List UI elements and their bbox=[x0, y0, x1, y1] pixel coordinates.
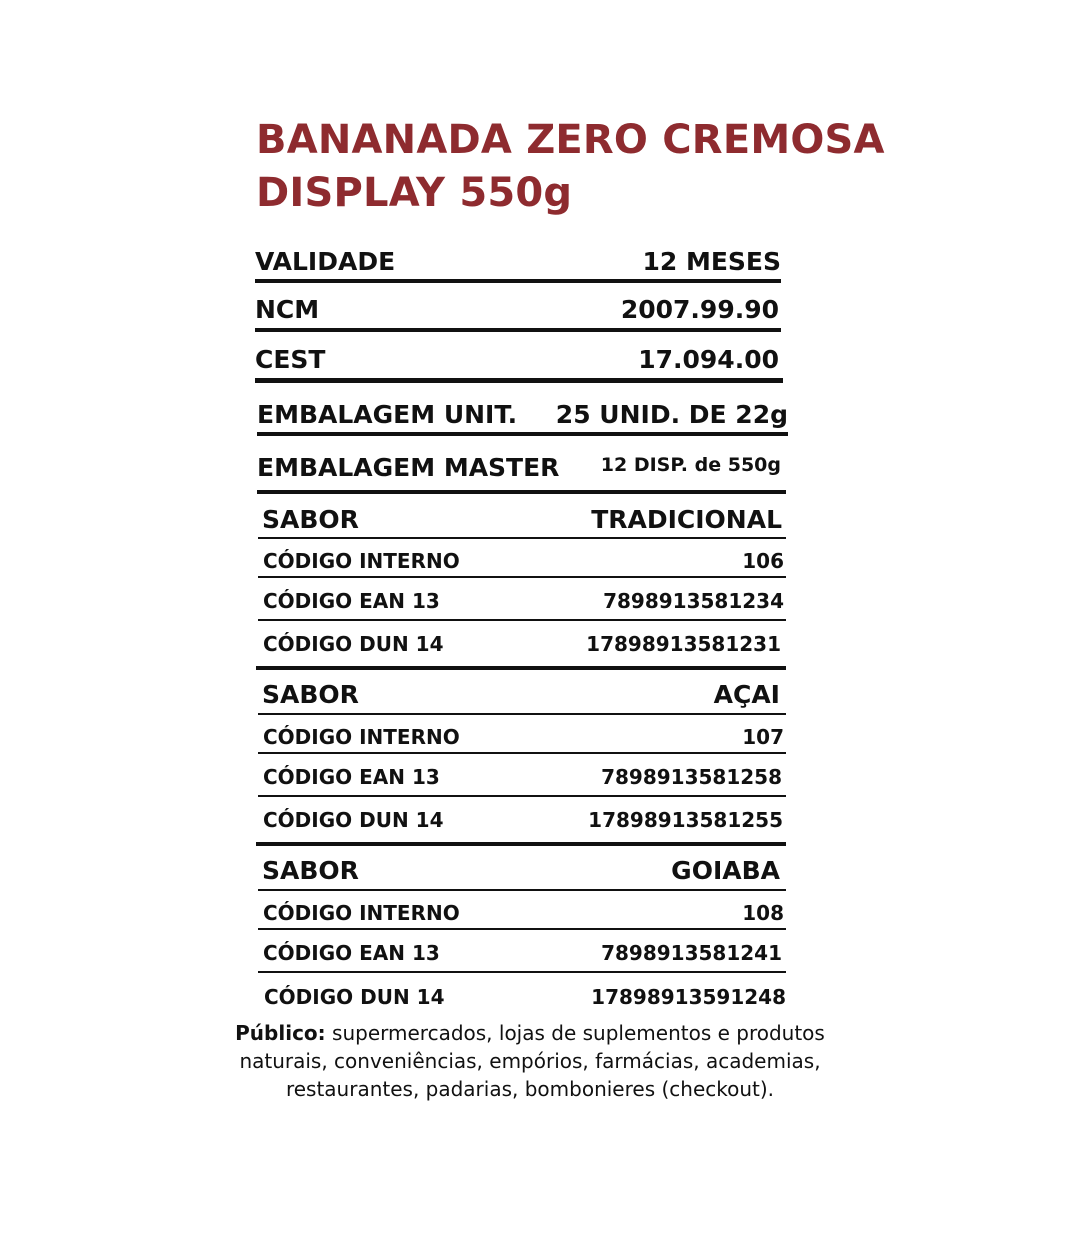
flavor-label: SABOR bbox=[262, 856, 359, 885]
flavor-label: SABOR bbox=[262, 505, 359, 534]
spec-row-ncm bbox=[255, 288, 779, 324]
code-row-ean13 bbox=[263, 935, 782, 965]
divider bbox=[255, 378, 783, 383]
divider bbox=[258, 795, 786, 797]
spec-value: 12 MESES bbox=[642, 247, 781, 276]
audience-note bbox=[190, 1019, 870, 1103]
divider bbox=[258, 928, 786, 930]
divider bbox=[258, 619, 786, 621]
code-value: 7898913581241 bbox=[601, 941, 782, 965]
flavor-row-goiaba bbox=[262, 851, 780, 885]
code-row-dun14 bbox=[263, 626, 781, 656]
spec-row-cest bbox=[255, 338, 779, 374]
code-value: 7898913581258 bbox=[601, 765, 782, 789]
divider bbox=[257, 490, 786, 494]
divider bbox=[255, 328, 781, 332]
code-label: CÓDIGO DUN 14 bbox=[264, 985, 445, 1009]
divider bbox=[258, 889, 786, 891]
divider bbox=[256, 842, 786, 846]
spec-label: CEST bbox=[255, 345, 326, 374]
spec-row-embalagem-unit bbox=[257, 393, 788, 429]
code-row-interno bbox=[263, 543, 784, 573]
code-label: CÓDIGO DUN 14 bbox=[263, 808, 444, 832]
flavor-row-tradicional bbox=[262, 500, 782, 534]
spec-row-embalagem-master bbox=[257, 446, 781, 482]
product-title-line-1: BANANADA ZERO CREMOSA bbox=[256, 117, 885, 163]
code-value: 108 bbox=[742, 901, 784, 925]
spec-label: NCM bbox=[255, 295, 320, 324]
code-value: 107 bbox=[742, 725, 784, 749]
divider bbox=[256, 666, 786, 670]
code-value: 17898913581255 bbox=[588, 808, 783, 832]
divider bbox=[258, 713, 786, 715]
code-row-dun14 bbox=[263, 802, 783, 832]
code-row-dun14 bbox=[264, 979, 786, 1009]
product-title bbox=[256, 114, 956, 220]
spec-value: 25 UNID. DE 22g bbox=[555, 400, 788, 429]
spec-label: EMBALAGEM MASTER bbox=[257, 453, 560, 482]
code-value: 106 bbox=[742, 549, 784, 573]
product-title-line-2: DISPLAY 550g bbox=[256, 170, 573, 216]
flavor-row-acai bbox=[262, 675, 780, 709]
flavor-label: SABOR bbox=[262, 680, 359, 709]
divider bbox=[258, 971, 786, 973]
code-row-ean13 bbox=[263, 583, 784, 613]
spec-value: 12 DISP. de 550g bbox=[600, 454, 781, 476]
code-label: CÓDIGO INTERNO bbox=[263, 725, 460, 749]
flavor-name: TRADICIONAL bbox=[591, 505, 782, 534]
spec-row-validade bbox=[255, 240, 781, 276]
code-value: 17898913581231 bbox=[586, 632, 781, 656]
divider bbox=[258, 537, 786, 539]
code-label: CÓDIGO DUN 14 bbox=[263, 632, 444, 656]
code-label: CÓDIGO EAN 13 bbox=[263, 765, 440, 789]
code-label: CÓDIGO INTERNO bbox=[263, 901, 460, 925]
spec-value: 17.094.00 bbox=[638, 345, 779, 374]
spec-label: EMBALAGEM UNIT. bbox=[257, 400, 518, 429]
audience-text: supermercados, lojas de suplementos e produtos naturais, conveniências, empórios, farmácias, academias, restaurantes, padarias, bombonieres (checkout). bbox=[239, 1021, 825, 1101]
flavor-name: GOIABA bbox=[671, 856, 780, 885]
spec-value: 2007.99.90 bbox=[620, 295, 779, 324]
divider bbox=[255, 279, 781, 283]
divider bbox=[258, 576, 786, 578]
spec-label: VALIDADE bbox=[255, 247, 396, 276]
code-row-interno bbox=[263, 719, 784, 749]
code-value: 17898913591248 bbox=[591, 985, 786, 1009]
code-label: CÓDIGO INTERNO bbox=[263, 549, 460, 573]
code-row-interno bbox=[263, 895, 784, 925]
code-row-ean13 bbox=[263, 759, 782, 789]
flavor-name: AÇAI bbox=[713, 680, 780, 709]
code-label: CÓDIGO EAN 13 bbox=[263, 941, 440, 965]
code-label: CÓDIGO EAN 13 bbox=[263, 589, 440, 613]
divider bbox=[258, 752, 786, 754]
code-value: 7898913581234 bbox=[603, 589, 784, 613]
divider bbox=[257, 432, 788, 436]
audience-label: Público: bbox=[235, 1021, 326, 1045]
